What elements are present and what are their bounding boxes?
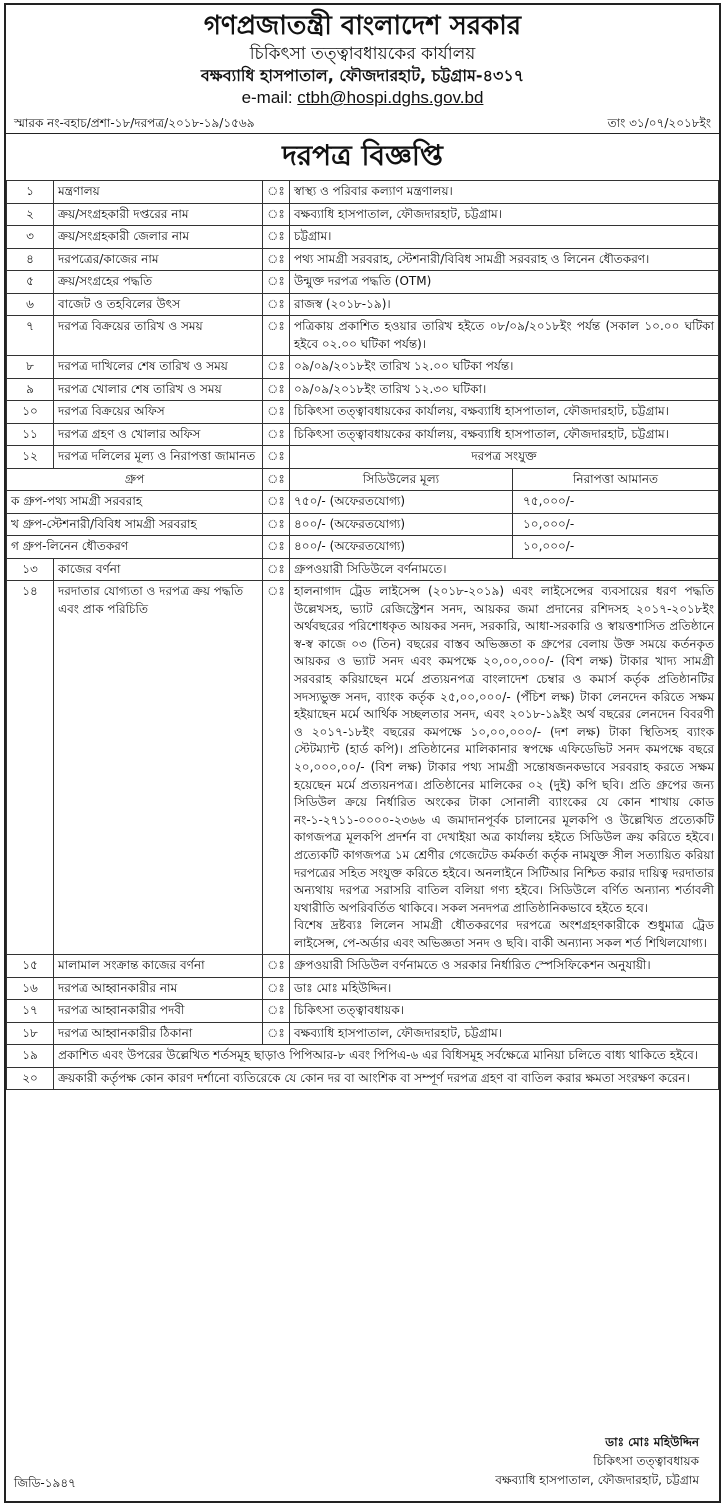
row-separator: ঃ — [263, 558, 290, 581]
row-number: ১৭ — [7, 1000, 54, 1023]
row-separator: ঃ — [263, 513, 290, 536]
row-number: ১২ — [7, 446, 54, 469]
table-row — [7, 226, 719, 249]
row-value: পত্রিকায় প্রকাশিত হওয়ার তারিখ হইতে ০৮/০৯/২০১৮ইং পর্যন্ত (সকাল ১০.০০ ঘটিকা হইবে ০২.০০ ঘটিকা পর্যন্ত)। — [290, 316, 719, 356]
table-row — [7, 1067, 719, 1090]
row-separator: ঃ — [263, 181, 290, 204]
tender-table — [6, 180, 719, 1090]
notice-title: দরপত্র বিজ্ঞপ্তি — [282, 139, 443, 172]
signatory-name: ডাঃ মোঃ মহিউদ্দিন — [605, 1435, 699, 1449]
row-value: রাজস্ব (২০১৮-১৯)। — [290, 293, 719, 316]
row-label: ক্রয়/সংগ্রহকারী দপ্তরের নাম — [54, 203, 263, 226]
table-row — [7, 401, 719, 424]
tender-notice-page — [4, 3, 721, 1503]
row-separator: ঃ — [263, 446, 290, 469]
row-value: চিকিৎসা তত্ত্বাবধায়ক। — [290, 1000, 719, 1023]
row-number: ১৫ — [7, 955, 54, 978]
price-security-cell — [290, 491, 719, 514]
table-row — [7, 293, 719, 316]
table-row — [7, 271, 719, 294]
table-row — [7, 1022, 719, 1045]
signature-block — [495, 1433, 699, 1490]
row-number: ১৮ — [7, 1022, 54, 1045]
row-number: ১১ — [7, 423, 54, 446]
email-link[interactable]: ctbh@hospi.dghs.gov.bd — [297, 88, 484, 107]
security-header-row — [7, 468, 719, 491]
table-row — [7, 378, 719, 401]
row-separator: ঃ — [263, 536, 290, 559]
row-label: মালামাল সংক্রান্ত কাজের বর্ণনা — [54, 955, 263, 978]
row-label: দরপত্রের/কাজের নাম — [54, 248, 263, 271]
row-label: দরপত্র আহ্বানকারীর পদবী — [54, 1000, 263, 1023]
row-label: দরপত্র আহ্বানকারীর নাম — [54, 977, 263, 1000]
row-label: দরপত্র দলিলের মূল্য ও নিরাপত্তা জামানত — [54, 446, 263, 469]
qualification-text — [290, 581, 719, 955]
row-label: বাজেট ও তহবিলের উৎস — [54, 293, 263, 316]
group-row — [7, 536, 719, 559]
group-row — [7, 491, 719, 514]
row-value: দরপত্র সংযুক্ত — [290, 446, 719, 469]
row-number: ১৪ — [7, 581, 54, 955]
row-label: দরপত্র বিক্রয়ের অফিস — [54, 401, 263, 424]
security-amount: ১০,০০০/- — [523, 539, 575, 553]
footer — [6, 1429, 719, 1501]
row-label: ক্রয়/সংগ্রহকারী জেলার নাম — [54, 226, 263, 249]
row-number: ২ — [7, 203, 54, 226]
row-number: ১০ — [7, 401, 54, 424]
row-value: বক্ষব্যাধি হাসপাতাল, ফৌজদারহাট, চট্টগ্রাম। — [290, 203, 719, 226]
signatory-title: চিকিৎসা তত্ত্বাবধায়ক — [593, 1454, 699, 1468]
security-header: নিরাপত্তা আমানত — [572, 471, 658, 486]
row-number: ৫ — [7, 271, 54, 294]
security-amount: ৭৫,০০০/- — [523, 494, 575, 508]
row-separator: ঃ — [263, 1000, 290, 1023]
table-row — [7, 955, 719, 978]
row-value: উন্মুক্ত দরপত্র পদ্ধতি (OTM) — [290, 271, 719, 294]
row-number: ৬ — [7, 293, 54, 316]
row-value: ০৯/০৯/২০১৮ইং তারিখ ১২.০০ ঘটিকা পর্যন্ত। — [290, 356, 719, 379]
row-separator: ঃ — [263, 401, 290, 424]
row-number: ৮ — [7, 356, 54, 379]
row-separator: ঃ — [263, 226, 290, 249]
group-name: খ গ্রুপ-স্টেশনারী/বিবিধ সামগ্রী সরবরাহ — [7, 513, 263, 536]
table-row — [7, 1000, 719, 1023]
office-address: বক্ষব্যাধি হাসপাতাল, ফৌজদারহাট, চট্টগ্রাম-৪৩১৭ — [200, 66, 525, 85]
gd-code: জিডি-১৯৪৭ — [14, 1476, 76, 1490]
qualification-body: হালনাগাদ ট্রেড লাইসেন্স (২০১৮-২০১৯) এবং লাইসেন্সের ব্যবসায়ের ধরণ পদ্ধতি উল্লেখসহ, ভ্যাট রেজিস্ট্রেশন সনদ, আয়কর জমা প্রদানের রশিদসহ ২০১৭-২০১৮ইং অর্থবছরের পরিশোধকৃত আয়কর সনদ, সরকারি, আধা-সরকারি ও স্বায়ত্তশাসিত প্রতিষ্ঠানে স্ব-স্ব কাজে ০৩ (তিন) বছরের বাস্তব অভিজ্ঞতা ক গ্রুপের বেলায় উক্ত সময়ে কর্তনকৃত আয়কর ও ভ্যাট সনদ এবং কমপক্ষে ২০,০০,০০০/- (বিশ লক্ষ) টাকার খাদ্য সামগ্রী সরবরাহ করিয়াছেন মর্মে প্রত্যয়নপত্র বাংলাদেশ চেম্বার ও কমার্স কর্তৃক প্রতিষ্ঠানটির সদস্যভুক্ত সনদ, ব্যাংক কর্তৃক ২৫,০০,০০০/- (পঁচিশ লক্ষ) টাকা লেনদেন করিতে সক্ষম হইয়াছেন মর্মে আর্থিক সচ্ছলতার সনদ, এবং ২০১৮-১৯ইং অর্থ বছরের লেনদেন বিবরণী ও ২০১৭-১৮ইং বছরের কমপক্ষে ১০,০০,০০০/- (দশ লক্ষ) টাকা স্থিতিসহ ব্যাংক স্টেটম্যান্ট (হার্ড কপি)। প্রতিষ্ঠানের মালিকানার স্বপক্ষে এফিডেভিট সনদ কমপক্ষে বছরে ২০,০০০,০০/- (বিশ লক্ষ) টাকার পথ্য সামগ্রী সন্তোষজনকভাবে সরবরাহ করতে সক্ষম হয়েছেন মর্মে প্রত্যয়নপত্র। প্রতিষ্ঠানের মালিকের ০২ (দুই) কপি ছবি। প্রতি গ্রুপের জন্য সিডিউল ক্রয়ে নির্ধারিত অংকের টাকা সোনালী ব্যাংকের যে কোন শাখায় কোড নং-১-২৭১১-০০০০-২৩৬৬ এ জমাদানপূর্বক চালানের মূলকপি ও উল্লেখিত প্রত্যেকটি কাগজপত্র মূলকপি প্রদর্শন বা দেখাইয়া অত্র কার্যালয় হইতে সিডিউল ক্রয় করিতে হইবে। প্রত্যেকটি কাগজপত্র ১ম শ্রেণীর গেজেটেড কর্মকর্তা কর্তৃক নামযুক্ত সীল সত্যায়িত করিয়া দরপত্রের সহিত সংযুক্ত করিতে হইবে। অনলাইনে সিটিআর নিশ্চিত করার দায়িত্ব দরদাতার অন্যথায় দরপত্র সরাসরি বাতিল বলিয়া গণ্য হইবে। সিডিউলে বর্ণিত অন্যান্য শর্তাবলী যথারীতি অপরিবর্তিত থাকিবে। সকল সনদপত্র প্রাতিষ্ঠানিকভাবে হইতে হবে। — [294, 584, 714, 915]
row-value: ক্রয়কারী কর্তৃপক্ষ কোন কারণ দর্শানো ব্যতিরেকে যে কোন দর বা আংশিক বা সম্পূর্ণ দরপত্র গ্রহণ বা বাতিল করার ক্ষমতা সংরক্ষণ করেন। — [54, 1067, 719, 1090]
table-row — [7, 356, 719, 379]
row-number: ৩ — [7, 226, 54, 249]
row-label: দরপত্র খোলার শেষ তারিখ ও সময় — [54, 378, 263, 401]
table-row — [7, 581, 719, 955]
table-row — [7, 248, 719, 271]
row-label: কাজের বর্ণনা — [54, 558, 263, 581]
row-number: ১৯ — [7, 1045, 54, 1068]
row-separator: ঃ — [263, 468, 290, 491]
group-name: গ গ্রুপ-লিনেন ধৌতকরণ — [7, 536, 263, 559]
letterhead — [6, 9, 719, 109]
row-separator: ঃ — [263, 271, 290, 294]
row-separator: ঃ — [263, 316, 290, 356]
row-separator: ঃ — [263, 356, 290, 379]
row-value: চিকিৎসা তত্ত্বাবধায়কের কার্যালয়, বক্ষব্যাধি হাসপাতাল, ফৌজদারহাট, চট্টগ্রাম। — [290, 423, 719, 446]
row-separator: ঃ — [263, 248, 290, 271]
row-label: দরপত্র বিক্রয়ের তারিখ ও সময় — [54, 316, 263, 356]
row-label: দরপত্র গ্রহণ ও খোলার অফিস — [54, 423, 263, 446]
row-separator: ঃ — [263, 581, 290, 955]
row-number: ৪ — [7, 248, 54, 271]
schedule-price: ৪০০/- (অফেরতযোগ্য) — [290, 514, 513, 536]
table-row — [7, 1045, 719, 1068]
special-note: বিশেষ দ্রষ্টব্যঃ লিলেন সামগ্রী ধৌতকরণের দরপত্রে অংশগ্রহণকারীকে শুধুমাত্র ট্রেড লাইসেন্স, পে-অর্ডার এবং অভিজ্ঞতা সনদ ও ছবি। বাকী অন্যান্য সকল শর্ত শিথিলযোগ্য। — [294, 918, 714, 950]
row-separator: ঃ — [263, 1022, 290, 1045]
row-value: প্রকাশিত এবং উপরের উল্লেখিত শর্তসমূহ ছাড়াও পিপিআর-৮ এবং পিপিএ-৬ এর বিধিসমূহ সর্বক্ষেত্রে মানিয়া চলিতে বাধ্য থাকিতে হইবে। — [54, 1045, 719, 1068]
signatory-address: বক্ষব্যাধি হাসপাতাল, ফৌজদারহাট, চট্টগ্রাম — [495, 1473, 699, 1487]
memo-number: স্মারক নং-বহাচ/প্রশা-১৮/দরপত্র/২০১৮-১৯/১৫৬৯ — [14, 116, 255, 130]
price-security-cell — [290, 536, 719, 559]
security-amount: ১০,০০০/- — [523, 516, 575, 531]
row-value: চট্টগ্রাম। — [290, 226, 719, 249]
row-value: গ্রুপওয়ারী সিডিউল বর্ণনামতে ও সরকার নির্ধারিত স্পেসিফিকেশন অনুযায়ী। — [290, 955, 719, 978]
row-label: দরপত্র আহ্বানকারীর ঠিকানা — [54, 1022, 263, 1045]
table-row — [7, 558, 719, 581]
row-label: দরপত্র দাখিলের শেষ তারিখ ও সময় — [54, 356, 263, 379]
row-number: ১৩ — [7, 558, 54, 581]
row-label: দরদাতার যোগ্যতা ও দরপত্র ক্রয় পদ্ধতি এবং প্রাক পরিচিতি — [54, 581, 263, 955]
table-row — [7, 423, 719, 446]
price-header: সিডিউলের মূল্য — [290, 469, 513, 491]
email-label: e-mail: — [241, 88, 298, 107]
group-header: গ্রুপ — [7, 468, 263, 491]
row-separator: ঃ — [263, 977, 290, 1000]
row-separator: ঃ — [263, 203, 290, 226]
table-row — [7, 977, 719, 1000]
row-separator: ঃ — [263, 423, 290, 446]
memo-date: তাং ৩১/০৭/২০১৮ইং — [607, 116, 711, 130]
office-name: চিকিৎসা তত্ত্বাবধায়কের কার্যালয় — [249, 44, 476, 64]
row-value: বক্ষব্যাধি হাসপাতাল, ফৌজদারহাট, চট্টগ্রাম। — [290, 1022, 719, 1045]
email-line — [6, 87, 719, 109]
row-value: স্বাস্থ্য ও পরিবার কল্যাণ মন্ত্রণালয়। — [290, 181, 719, 204]
price-security-cell — [290, 513, 719, 536]
row-separator: ঃ — [263, 378, 290, 401]
row-value: গ্রুপওয়ারী সিডিউলে বর্ণনামতে। — [290, 558, 719, 581]
row-number: ২০ — [7, 1067, 54, 1090]
row-value: ডাঃ মোঃ মহিউদ্দিন। — [290, 977, 719, 1000]
row-label: মন্ত্রণালয় — [54, 181, 263, 204]
table-row — [7, 446, 719, 469]
schedule-price: ৪০০/- (অফেরতযোগ্য) — [290, 536, 513, 558]
group-name: ক গ্রুপ-পথ্য সামগ্রী সরবরাহ — [7, 491, 263, 514]
table-row — [7, 181, 719, 204]
price-security-header — [290, 468, 719, 491]
row-separator: ঃ — [263, 491, 290, 514]
table-row — [7, 316, 719, 356]
row-number: ১৬ — [7, 977, 54, 1000]
row-number: ১ — [7, 181, 54, 204]
row-number: ৭ — [7, 316, 54, 356]
row-label: ক্রয়/সংগ্রহের পদ্ধতি — [54, 271, 263, 294]
row-value: ০৯/০৯/২০১৮ইং তারিখ ১২.৩০ ঘটিকা। — [290, 378, 719, 401]
table-row — [7, 203, 719, 226]
schedule-price: ৭৫০/- (অফেরতযোগ্য) — [290, 491, 513, 513]
row-value: চিকিৎসা তত্ত্বাবধায়কের কার্যালয়, বক্ষব্যাধি হাসপাতাল, ফৌজদারহাট, চট্টগ্রাম। — [290, 401, 719, 424]
group-row — [7, 513, 719, 536]
row-number: ৯ — [7, 378, 54, 401]
reference-line — [6, 109, 719, 134]
row-value: পথ্য সামগ্রী সরবরাহ, স্টেশনারী/বিবিধ সামগ্রী সরবরাহ ও লিনেন ধৌতকরণ। — [290, 248, 719, 271]
row-separator: ঃ — [263, 955, 290, 978]
govt-title: গণপ্রজাতন্ত্রী বাংলাদেশ সরকার — [203, 11, 522, 41]
row-separator: ঃ — [263, 293, 290, 316]
